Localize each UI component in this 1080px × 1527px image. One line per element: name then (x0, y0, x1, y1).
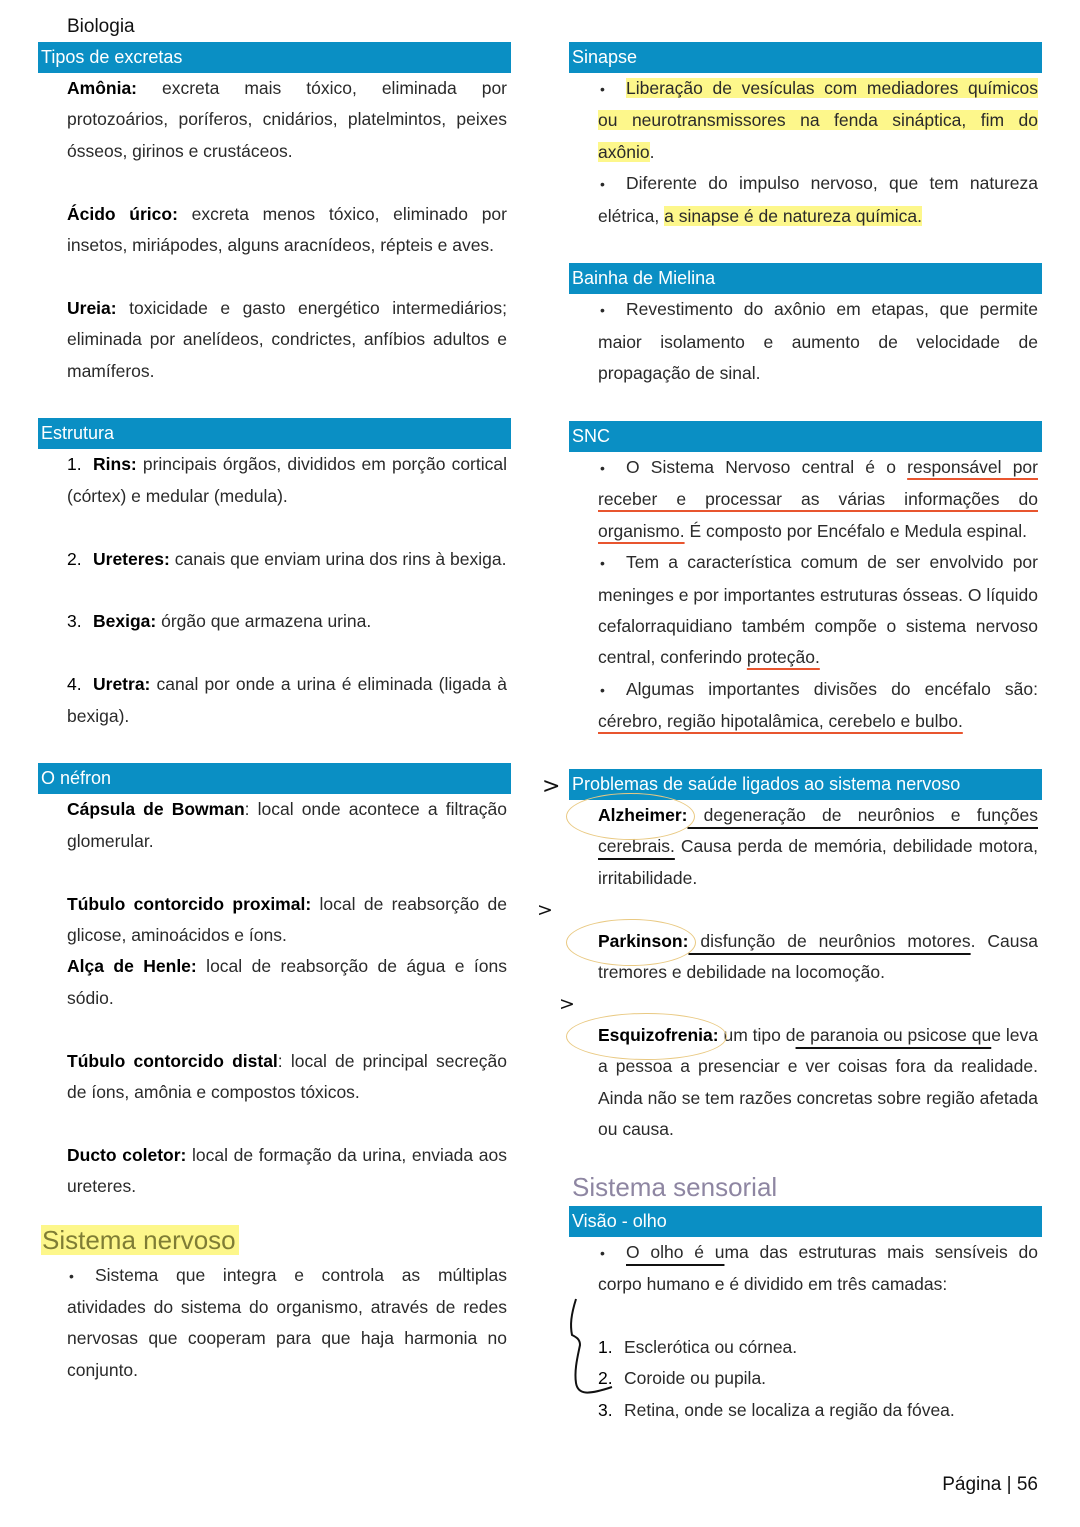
excreta-amonia (67, 73, 507, 167)
term-text: excreta menos tóxico, eliminado por insetos, miriápodes, alguns aracnídeos, répteis e aves. (67, 203, 507, 256)
circled-term: Alzheimer: (598, 800, 687, 831)
sinapse-bullet-2 (598, 168, 1038, 232)
bullet-icon: • (600, 1244, 605, 1261)
snc-bullet-3 (598, 674, 1038, 738)
section-bar-problemas: Problemas de saúde ligados ao sistema nervoso (569, 769, 1042, 800)
term-label: Alça de Henle: (67, 956, 197, 977)
nefron-item-ducto (67, 1140, 507, 1203)
text: Diferente do impulso nervoso, que tem natureza elétrica, (598, 173, 1038, 226)
problema-alzheimer (598, 800, 1038, 894)
snc-content (569, 452, 1042, 738)
sistema-nervoso-content (38, 1260, 511, 1387)
highlighted-text: Liberação de vesículas com mediadores químicos ou neurotransmissores na fenda sináptica, fim do axônio (598, 78, 1038, 162)
estrutura-item-ureteres (67, 544, 507, 575)
excreta-acido-urico (67, 199, 507, 262)
underlined-text: proteção. (746, 647, 820, 668)
term-text: principais órgãos, divididos em porção cortical (córtex) e medular (medula). (67, 454, 507, 506)
section-bar-excretas: Tipos de excretas (38, 42, 511, 73)
bullet-icon: • (600, 681, 605, 698)
eye-layer-3 (598, 1395, 1038, 1426)
text: Causa perda de memória, debilidade motora, irritabilidade. (598, 836, 1038, 888)
problema-parkinson (598, 926, 1038, 989)
term-text: toxicidade e gasto energético intermediários; eliminada por anelídeos, condrictes, anfíbios adultos e mamíferos. (67, 297, 507, 381)
text: Esclerótica ou córnea. (624, 1336, 798, 1357)
ink-underlined-text: O olho é u (626, 1241, 725, 1262)
bullet-text: Sistema que integra e controla as múltiplas atividades do sistema do organismo, através de redes nervosas que cooperam para que haja harmonia no conjunto. (67, 1264, 507, 1380)
nefron-item-capsula (67, 794, 507, 857)
section-bar-sinapse: Sinapse (569, 42, 1042, 73)
bullet-icon: • (600, 81, 605, 97)
section-bar-estrutura: Estrutura (38, 418, 511, 449)
estrutura-item-uretra (67, 669, 507, 732)
text: Algumas importantes divisões do encéfalo são: (626, 678, 1038, 699)
list-number: 3. (67, 611, 82, 632)
section-bar-mielina: Bainha de Mielina (569, 263, 1042, 294)
list-number: 2. (67, 548, 82, 569)
term-label: Ureteres: (93, 548, 170, 569)
text: . (649, 141, 655, 162)
text: Retina, onde se localiza a região da fóvea. (624, 1399, 955, 1420)
list-number: 1. (598, 1336, 613, 1357)
text: Revestimento do axônio em etapas, que permite maior isolamento e aumento de velocidade de propagação de sinal. (598, 299, 1038, 384)
list-number: 3. (598, 1399, 613, 1420)
ink-underlined-text: e paranoia ou psicose qu (795, 1024, 992, 1045)
term-text: local de formação da urina, enviada aos ureteres. (67, 1144, 507, 1197)
term-label: Ureia: (67, 297, 117, 318)
snc-bullet-2 (598, 547, 1038, 674)
right-column (569, 42, 1042, 1426)
sinapse-bullet-1 (598, 73, 1038, 168)
underlined-text: responsável por receber e processar as várias informações do organismo. (598, 457, 1038, 541)
arrow-mark-icon: > (542, 774, 561, 799)
section-bar-nefron: O néfron (38, 763, 511, 794)
arrow-mark-icon: > (559, 993, 575, 1015)
left-column (38, 42, 511, 1386)
term-text: canal por onde a urina é eliminada (ligada à bexiga). (67, 674, 507, 726)
excretas-content (38, 73, 511, 387)
list-number: 1. (67, 454, 82, 475)
list-number: 4. (67, 674, 82, 695)
estrutura-item-rins (67, 449, 507, 512)
page-subject-header: Biologia (67, 16, 135, 37)
text: Coroide ou pupila. (624, 1368, 767, 1389)
term-text: local de reabsorção de água e íons sódio. (67, 956, 507, 1008)
bullet-icon: • (600, 555, 605, 572)
snc-bullet-1 (598, 452, 1038, 547)
term-label: Bexiga: (93, 611, 157, 632)
text: Tem a característica comum de ser envolvido por meninges e por importantes estruturas ósseas. O líquido cefalorraquidiano também compõe o sistema nervoso central, conferindo (598, 552, 1038, 668)
term-text: órgão que armazena urina. (156, 611, 372, 632)
eye-layer-2 (598, 1363, 1038, 1394)
term-text: local de reabsorção de glicose, aminoácidos e íons. (67, 893, 507, 946)
ink-underlined-text: disfunção de neurônios motores (688, 930, 971, 951)
text: . Causa tremores e debilidade na locomoção. (598, 930, 1039, 983)
text: O Sistema Nervoso central é o (626, 457, 908, 478)
sinapse-content (569, 73, 1042, 232)
ink-underlined-text: degeneração de neurônios e funções cerebrais. (598, 805, 1038, 857)
eye-layer-1 (598, 1332, 1038, 1363)
curly-brace-icon (568, 1295, 618, 1405)
visao-bullet (598, 1237, 1038, 1301)
term-text: : local onde acontece a filtração glomerular. (67, 799, 507, 851)
term-text: canais que enviam urina dos rins à bexiga. (169, 548, 507, 569)
term-text: : local de principal secreção de íons, amônia e compostos tóxicos. (67, 1050, 508, 1103)
excreta-ureia (67, 293, 507, 387)
term-label: Ácido úrico: (67, 203, 178, 224)
mielina-content (569, 294, 1042, 389)
list-number: 2. (598, 1368, 613, 1389)
sistema-nervoso-bullet (67, 1260, 507, 1387)
section-title-sistema-nervoso (38, 1225, 511, 1256)
term-label: Rins: (93, 454, 137, 475)
text: e leva a pessoa a presenciar e ver coisas fora da realidade. Ainda não se tem razões concretas sobre região afetada ou causa. (598, 1024, 1039, 1140)
mielina-bullet (598, 294, 1038, 389)
estrutura-content (38, 449, 511, 732)
highlighted-text: a sinapse é de natureza química. (664, 205, 922, 226)
term-text: excreta mais tóxico, eliminada por protozoários, poríferos, cnidários, platelmintos, peixes ósseos, girinos e crustáceos. (67, 78, 507, 161)
bullet-icon: • (600, 460, 605, 477)
term-label: Uretra: (93, 674, 151, 695)
estrutura-item-bexiga (67, 606, 507, 637)
bullet-icon: • (69, 1267, 74, 1284)
section-bar-snc: SNC (569, 421, 1042, 452)
text: É composto por Encéfalo e Medula espinal. (684, 520, 1027, 541)
term-label: Túbulo contorcido distal (67, 1050, 278, 1071)
circled-term: Esquizofrenia: (598, 1020, 719, 1051)
term-label: Cápsula de Bowman (67, 799, 245, 820)
text: ma das estruturas mais sensíveis do corpo humano e é dividido em três camadas: (598, 1241, 1038, 1294)
term-label: Túbulo contorcido proximal: (67, 893, 312, 914)
arrow-mark-icon: > (537, 899, 553, 921)
text: um tipo d (718, 1024, 796, 1045)
nefron-item-distal (67, 1046, 507, 1109)
circled-term: Parkinson: (598, 926, 688, 957)
section-title-sistema-sensorial: Sistema sensorial (572, 1171, 778, 1202)
bullet-icon: • (600, 302, 605, 319)
term-label: Amônia: (67, 78, 137, 98)
problema-esquizofrenia (598, 1020, 1038, 1146)
page-number: Página | 56 (942, 1474, 1038, 1495)
term-label: Ducto coletor: (67, 1144, 187, 1165)
highlighted-title: Sistema nervoso (41, 1225, 239, 1255)
section-bar-visao: Visão - olho (569, 1206, 1042, 1237)
nefron-content (38, 794, 511, 1202)
nefron-item-proximal (67, 889, 507, 952)
bullet-icon: • (600, 176, 605, 193)
problemas-content (569, 800, 1042, 1145)
underlined-text: cérebro, região hipotalâmica, cerebelo e bulbo. (598, 711, 963, 732)
nefron-item-henle (67, 951, 507, 1014)
visao-content (569, 1237, 1042, 1426)
